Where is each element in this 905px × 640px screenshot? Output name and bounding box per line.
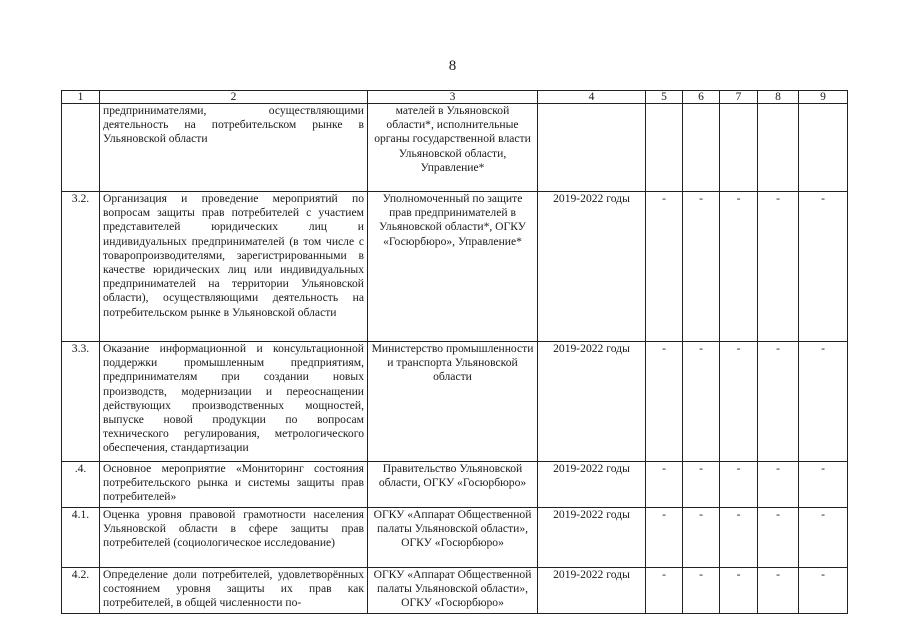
measure-name: предпринимателями, осуществляющими деятельность на потребительском рынке в Ульяновской области bbox=[100, 104, 368, 192]
executor: Правительство Ульяновской области, ОГКУ «Госюрбюро» bbox=[368, 462, 538, 508]
value-cell: - bbox=[646, 568, 683, 614]
measure-name: Основное мероприятие «Мониторинг состояния потребительского рынка и системы защиты прав потребителей» bbox=[100, 462, 368, 508]
table-row bbox=[62, 508, 848, 568]
executor: Уполномоченный по защите прав предпринимателей в Ульяновской области*, ОГКУ «Госюрбюро», Управление* bbox=[368, 192, 538, 342]
column-header: 6 bbox=[683, 91, 720, 104]
page-number: 8 bbox=[448, 58, 457, 74]
row-number: 4.2. bbox=[62, 568, 100, 614]
value-cell bbox=[646, 104, 683, 192]
column-header: 8 bbox=[758, 91, 799, 104]
value-cell: - bbox=[720, 342, 758, 462]
value-cell: - bbox=[683, 508, 720, 568]
table-row bbox=[62, 462, 848, 508]
measure-name: Оценка уровня правовой грамотности населения Ульяновской области в сфере защиты прав потребителей (социологическое исследование) bbox=[100, 508, 368, 568]
measure-name: Оказание информационной и консультационной поддержки промышленным предприятиям, предпринимателям при создании новых производств, модернизации и переоснащении действующих производственных мощностей, выпуске новой продукции по вопросам технического регулирования, метрологического обеспечения, стандартизации bbox=[100, 342, 368, 462]
executor: ОГКУ «Аппарат Общественной палаты Ульяновской области», ОГКУ «Госюрбюро» bbox=[368, 568, 538, 614]
table-row bbox=[62, 568, 848, 614]
value-cell: - bbox=[646, 342, 683, 462]
row-number: 3.3. bbox=[62, 342, 100, 462]
measure-name: Организация и проведение мероприятий по вопросам защиты прав потребителей с участием представителей юридических лиц и индивидуальных предпринимателей (в том числе с товаропроизводителями, зарегистрированными в качестве юридических лиц или индивидуальных предпринимателей на территории Ульяновской области), осуществляющими деятельность на потребительском рынке в Ульяновской области bbox=[100, 192, 368, 342]
value-cell: - bbox=[720, 568, 758, 614]
value-cell: - bbox=[758, 568, 799, 614]
value-cell: - bbox=[720, 508, 758, 568]
row-number: 4.1. bbox=[62, 508, 100, 568]
table-row bbox=[62, 192, 848, 342]
column-header: 2 bbox=[100, 91, 368, 104]
value-cell: - bbox=[683, 342, 720, 462]
value-cell bbox=[758, 104, 799, 192]
value-cell: - bbox=[799, 342, 848, 462]
value-cell: - bbox=[758, 508, 799, 568]
measures-table bbox=[61, 90, 848, 614]
value-cell: - bbox=[720, 462, 758, 508]
value-cell: - bbox=[646, 508, 683, 568]
period bbox=[538, 104, 646, 192]
value-cell: - bbox=[683, 462, 720, 508]
value-cell: - bbox=[758, 342, 799, 462]
period: 2019-2022 годы bbox=[538, 568, 646, 614]
value-cell: - bbox=[683, 192, 720, 342]
value-cell: - bbox=[683, 568, 720, 614]
value-cell bbox=[720, 104, 758, 192]
value-cell: - bbox=[799, 508, 848, 568]
row-number bbox=[62, 104, 100, 192]
value-cell: - bbox=[799, 192, 848, 342]
value-cell: - bbox=[758, 192, 799, 342]
value-cell: - bbox=[799, 568, 848, 614]
column-header: 4 bbox=[538, 91, 646, 104]
column-header-row bbox=[62, 91, 848, 104]
executor: мателей в Ульяновской области*, исполнительные органы государственной власти Ульяновской области, Управление* bbox=[368, 104, 538, 192]
table-row bbox=[62, 342, 848, 462]
period: 2019-2022 годы bbox=[538, 462, 646, 508]
executor: ОГКУ «Аппарат Общественной палаты Ульяновской области», ОГКУ «Госюрбюро» bbox=[368, 508, 538, 568]
column-header: 7 bbox=[720, 91, 758, 104]
measure-name: Определение доли потребителей, удовлетворённых состоянием уровня защиты их прав как потребителей, в общей численности по- bbox=[100, 568, 368, 614]
value-cell bbox=[799, 104, 848, 192]
executor: Министерство промышленности и транспорта Ульяновской области bbox=[368, 342, 538, 462]
row-number: 3.2. bbox=[62, 192, 100, 342]
value-cell: - bbox=[646, 192, 683, 342]
column-header: 1 bbox=[62, 91, 100, 104]
table-row bbox=[62, 104, 848, 192]
period: 2019-2022 годы bbox=[538, 508, 646, 568]
value-cell: - bbox=[758, 462, 799, 508]
period: 2019-2022 годы bbox=[538, 342, 646, 462]
value-cell bbox=[683, 104, 720, 192]
row-number: .4. bbox=[62, 462, 100, 508]
column-header: 5 bbox=[646, 91, 683, 104]
value-cell: - bbox=[799, 462, 848, 508]
column-header: 3 bbox=[368, 91, 538, 104]
column-header: 9 bbox=[799, 91, 848, 104]
value-cell: - bbox=[646, 462, 683, 508]
value-cell: - bbox=[720, 192, 758, 342]
period: 2019-2022 годы bbox=[538, 192, 646, 342]
